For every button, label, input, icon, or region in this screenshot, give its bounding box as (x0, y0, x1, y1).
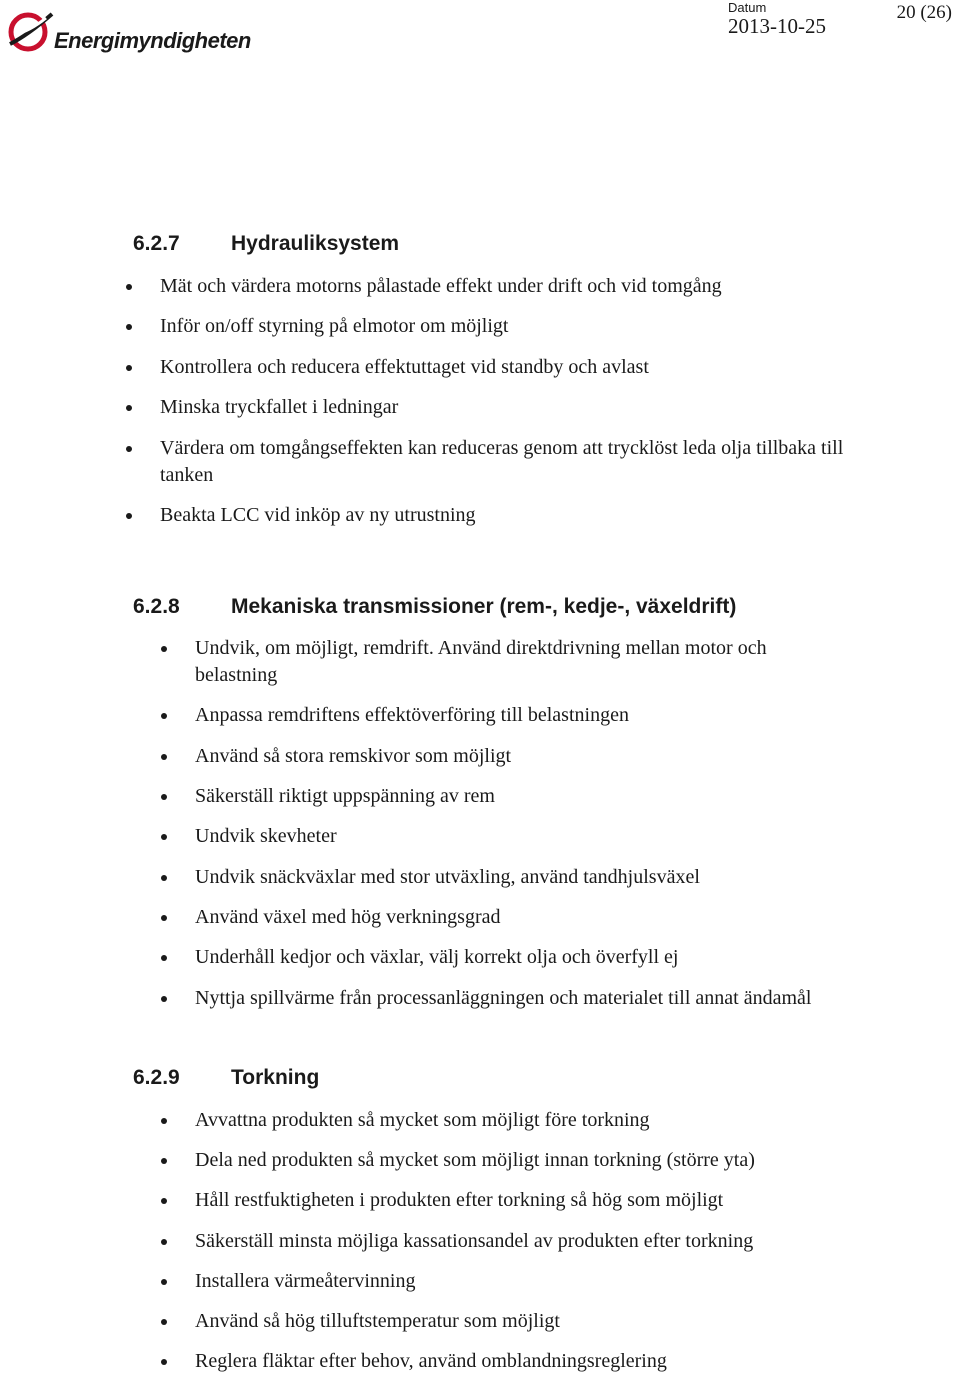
list-item: Underhåll kedjor och växlar, välj korrekt olja och överfyll ej (195, 944, 895, 971)
bullet-icon (126, 284, 132, 290)
bullet-icon (161, 1359, 167, 1365)
list-item: Säkerställ minsta möjliga kassationsandel av produkten efter torkning (195, 1228, 915, 1255)
list-item: Kontrollera och reducera effektuttaget vid standby och avlast (160, 354, 900, 381)
section-title: Hydrauliksystem (231, 232, 400, 255)
list-item: Installera värmeåtervinning (195, 1268, 915, 1295)
list-item: Använd så stora remskivor som möjligt (195, 743, 895, 770)
bullet-icon (126, 446, 132, 452)
section-heading-6-2-7 (133, 232, 399, 256)
bullet-icon (161, 1198, 167, 1204)
list-item: Undvik skevheter (195, 823, 895, 850)
list-item: Undvik, om möjligt, remdrift. Använd direktdrivning mellan motor och belastning (195, 635, 845, 689)
list-item: Reglera fläktar efter behov, använd omblandningsreglering (195, 1348, 915, 1375)
list-item: Använd växel med hög verkningsgrad (195, 904, 895, 931)
logo-swoosh-icon (6, 4, 56, 56)
section-title: Mekaniska transmissioner (rem-, kedje-, växeldrift) (231, 595, 737, 618)
bullet-icon (161, 834, 167, 840)
list-item: Anpassa remdriftens effektöverföring till belastningen (195, 702, 895, 729)
list-item: Nyttja spillvärme från processanläggningen och materialet till annat ändamål (195, 985, 855, 1012)
section-heading-6-2-9 (133, 1066, 319, 1090)
energimyndigheten-logo (6, 4, 251, 56)
list-item: Undvik snäckväxlar med stor utväxling, använd tandhjulsväxel (195, 864, 895, 891)
bullet-icon (126, 324, 132, 330)
bullet-icon (161, 1239, 167, 1245)
list-item: Minska tryckfallet i ledningar (160, 394, 900, 421)
list-item: Inför on/off styrning på elmotor om möjligt (160, 313, 900, 340)
section-number: 6.2.7 (133, 232, 180, 255)
list-item: Värdera om tomgångseffekten kan reduceras genom att trycklöst leda olja tillbaka till tanken (160, 435, 860, 489)
list-item: Säkerställ riktigt uppspänning av rem (195, 783, 895, 810)
bullet-icon (161, 955, 167, 961)
list-item: Dela ned produkten så mycket som möjligt innan torkning (större yta) (195, 1147, 915, 1174)
bullet-icon (161, 646, 167, 652)
bullet-icon (161, 794, 167, 800)
date-label: Datum (728, 0, 767, 15)
section-number: 6.2.9 (133, 1066, 180, 1089)
bullet-icon (161, 1279, 167, 1285)
section-title: Torkning (231, 1066, 320, 1089)
bullet-icon (161, 754, 167, 760)
bullet-icon (161, 996, 167, 1002)
bullet-icon (161, 875, 167, 881)
bullet-icon (126, 513, 132, 519)
bullet-icon (161, 1319, 167, 1325)
bullet-icon (126, 405, 132, 411)
section-number: 6.2.8 (133, 595, 180, 618)
page-number: 20 (26) (896, 2, 952, 23)
list-item: Håll restfuktigheten i produkten efter torkning så hög som möjligt (195, 1187, 915, 1214)
list-item: Mät och värdera motorns pålastade effekt under drift och vid tomgång (160, 273, 900, 300)
bullet-icon (161, 1158, 167, 1164)
section-heading-6-2-8 (133, 595, 736, 619)
list-item: Avvattna produkten så mycket som möjligt före torkning (195, 1107, 915, 1134)
bullet-icon (161, 713, 167, 719)
logo-text: Energimyndigheten (54, 28, 251, 53)
bullet-icon (126, 365, 132, 371)
list-item: Beakta LCC vid inköp av ny utrustning (160, 502, 900, 529)
bullet-icon (161, 1118, 167, 1124)
list-item: Använd så hög tilluftstemperatur som möjligt (195, 1308, 915, 1335)
document-date: 2013-10-25 (728, 14, 826, 38)
bullet-icon (161, 915, 167, 921)
